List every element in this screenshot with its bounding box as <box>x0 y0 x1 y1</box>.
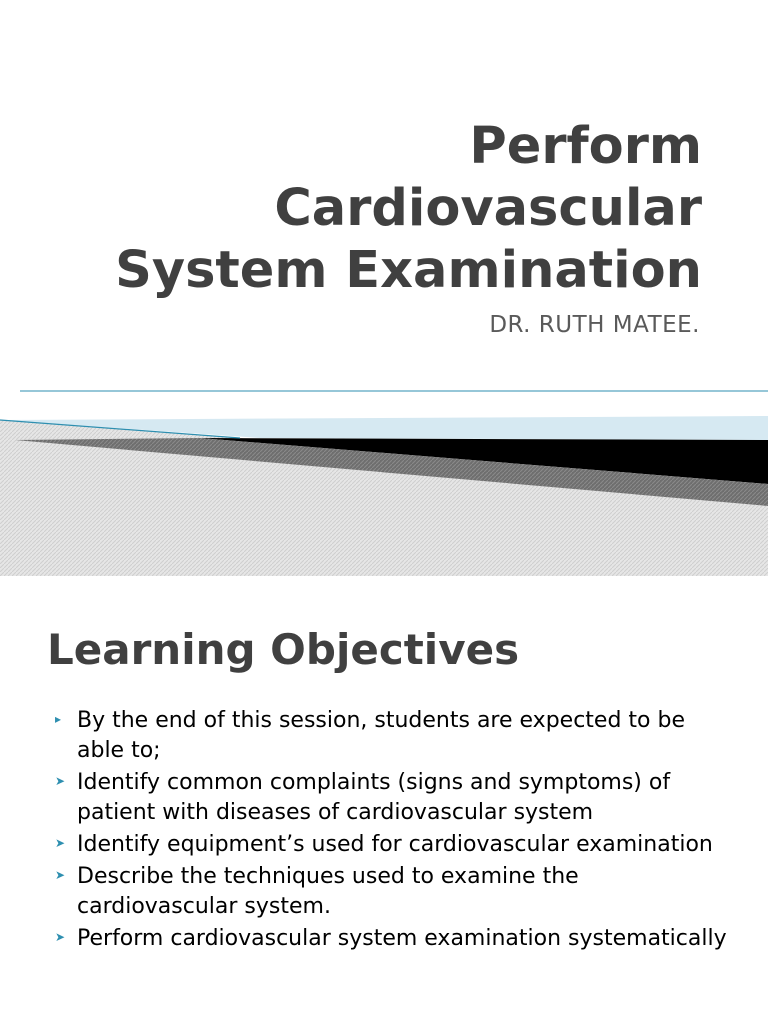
objective-item <box>0 768 768 828</box>
slide-subtitle: DR. RUTH MATEE. <box>489 312 700 338</box>
title-line: Cardiovascular <box>274 179 702 238</box>
objective-text: Identify common complaints (signs and symptoms) of patient with diseases of cardiovascular system <box>77 770 671 825</box>
slide-title <box>62 116 702 302</box>
decorative-swoosh-graphic <box>0 380 768 576</box>
learning-objectives-slide <box>0 576 768 1024</box>
arrow-bullet-icon: ➤ <box>55 868 66 882</box>
objective-item <box>0 862 768 922</box>
objective-text: Identify equipment’s used for cardiovascular examination <box>77 832 713 857</box>
objective-item <box>0 706 768 766</box>
objective-text: Perform cardiovascular system examination systematically <box>77 926 727 951</box>
slide-heading: Learning Objectives <box>47 625 520 674</box>
arrow-bullet-icon: ➤ <box>55 774 66 788</box>
arrow-bullet-icon: ➤ <box>55 930 66 944</box>
title-line: System Examination <box>115 241 702 300</box>
objective-item <box>0 830 768 860</box>
objective-text: Describe the techniques used to examine the cardiovascular system. <box>77 864 579 919</box>
arrow-bullet-icon: ➤ <box>55 836 66 850</box>
triangle-bullet-icon: ▸ <box>55 712 62 726</box>
objective-item <box>0 924 768 954</box>
objective-text: By the end of this session, students are expected to be able to; <box>77 708 685 763</box>
objectives-list <box>0 706 768 956</box>
title-line: Perform <box>469 117 702 176</box>
